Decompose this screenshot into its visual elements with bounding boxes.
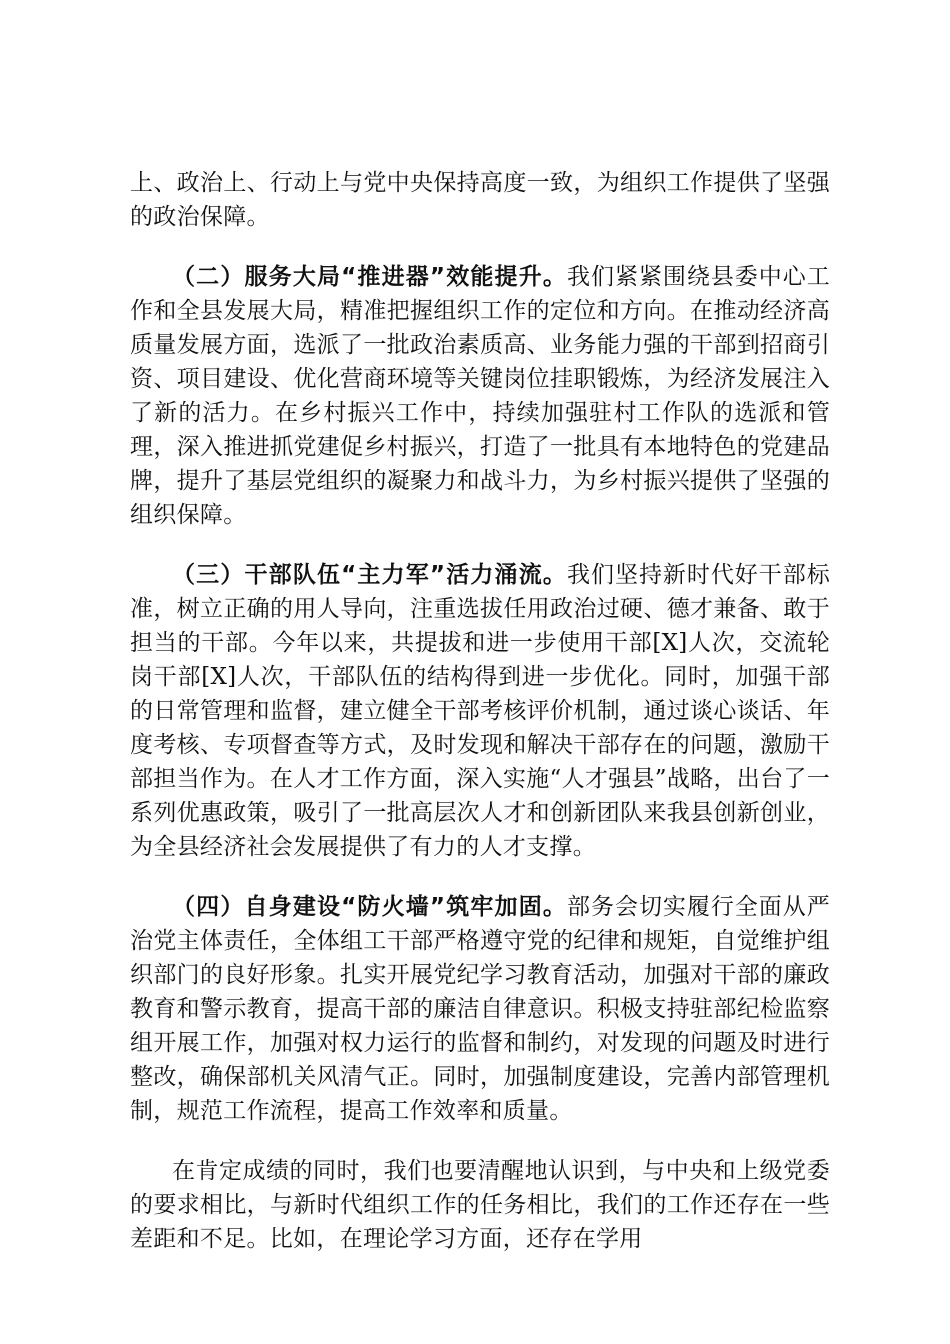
paragraph-shortcomings bbox=[130, 1154, 830, 1256]
paragraph-heading: （二）服务大局“推进器”效能提升。 bbox=[172, 264, 568, 290]
paragraph-section-3 bbox=[130, 558, 830, 864]
paragraph-intro-continuation bbox=[130, 166, 830, 234]
paragraph-heading: （四）自身建设“防火墙”筑牢加固。 bbox=[172, 894, 568, 920]
paragraph-text: 我们紧紧围绕县委中心工作和全县发展大局，精准把握组织工作的定位和方向。在推动经济高质量发展方面，选派了一批政治素质高、业务能力强的干部到招商引资、项目建设、优化营商环境等关键岗位挂职锻炼，为经济发展注入了新的活力。在乡村振兴工作中，持续加强驻村工作队的选派和管理，深入推进抓党建促乡村振兴，打造了一批具有本地特色的党建品牌，提升了基层党组织的凝聚力和战斗力，为乡村振兴提供了坚强的组织保障。 bbox=[130, 264, 830, 528]
paragraph-text: 我们坚持新时代好干部标准，树立正确的用人导向，注重选拔任用政治过硬、德才兼备、敢于担当的干部。今年以来，共提拔和进一步使用干部[X]人次，交流轮岗干部[X]人次，干部队伍的结构得到进一步优化。同时，加强干部的日常管理和监督，建立健全干部考核评价机制，通过谈心谈话、年度考核、专项督查等方式，及时发现和解决干部存在的问题，激励干部担当作为。在人才工作方面，深入实施“人才强县”战略，出台了一系列优惠政策，吸引了一批高层次人才和创新团队来我县创新创业，为全县经济社会发展提供了有力的人才支撑。 bbox=[130, 562, 830, 860]
document-body bbox=[130, 166, 830, 1282]
paragraph-text: 上、政治上、行动上与党中央保持高度一致，为组织工作提供了坚强的政治保障。 bbox=[130, 170, 830, 230]
paragraph-heading: （三）干部队伍“主力军”活力涌流。 bbox=[172, 562, 568, 588]
paragraph-text: 部务会切实履行全面从严治党主体责任，全体组工干部严格遵守党的纪律和规矩，自觉维护组织部门的良好形象。扎实开展党纪学习教育活动，加强对干部的廉政教育和警示教育，提高干部的廉洁自律意识。积极支持驻部纪检监察组开展工作，加强对权力运行的监督和制约，对发现的问题及时进行整改，确保部机关风清气正。同时，加强制度建设，完善内部管理机制，规范工作流程，提高工作效率和质量。 bbox=[130, 894, 830, 1124]
paragraph-text: 在肯定成绩的同时，我们也要清醒地认识到，与中央和上级党委的要求相比，与新时代组织工作的任务相比，我们的工作还存在一些差距和不足。比如，在理论学习方面，还存在学用 bbox=[130, 1158, 830, 1252]
paragraph-section-4 bbox=[130, 890, 830, 1128]
paragraph-section-2 bbox=[130, 260, 830, 532]
